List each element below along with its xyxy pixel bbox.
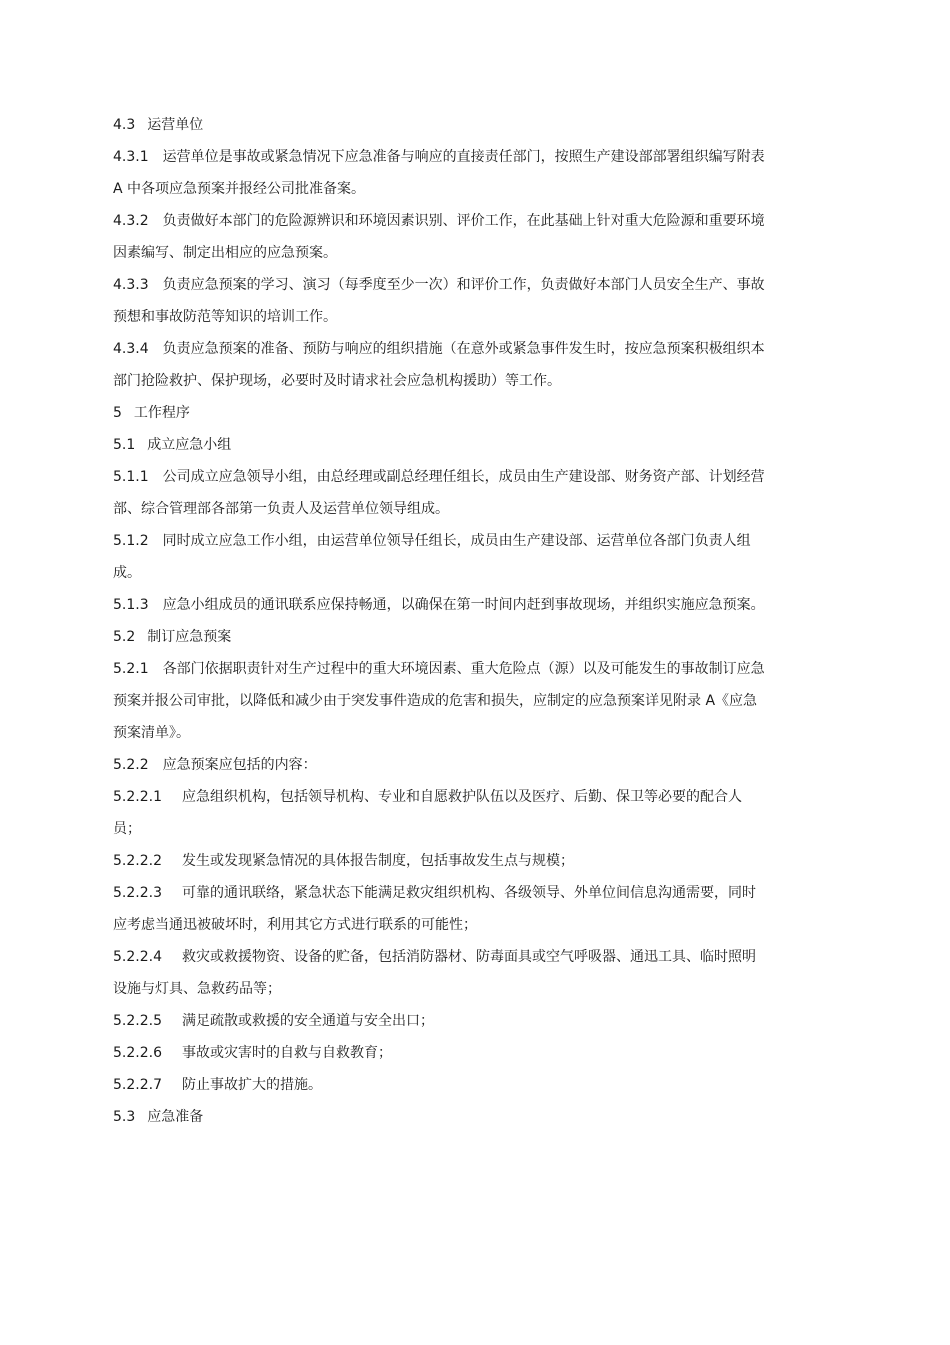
clause-text: 防止事故扩大的措施。: [181, 1077, 322, 1093]
clause-text: 负责应急预案的准备、预防与响应的组织措施（在意外或紧急事件发生时，按应急预案积极组织本部门抢险救护、保护现场，必要时及时请求社会应急机构援助）等工作。: [113, 341, 765, 389]
clause-number: 5.2.2.2: [113, 853, 162, 869]
section-number: 5.3: [113, 1109, 136, 1125]
clause-text: 负责应急预案的学习、演习（每季度至少一次）和评价工作，负责做好本部门人员安全生产、事故预想和事故防范等知识的培训工作。: [113, 277, 765, 325]
clause-5-2-2: [113, 749, 768, 781]
clause-4-3-1: [113, 141, 768, 205]
clause-number: 5.2.2.1: [113, 789, 162, 805]
clause-number: 5.2.2: [113, 757, 149, 773]
clause-number: 5.2.2.7: [113, 1077, 162, 1093]
clause-5-1-1: [113, 461, 768, 525]
clause-5-2-2-4: [113, 941, 768, 1005]
section-heading-5: [113, 397, 768, 429]
clause-5-2-2-5: [113, 1005, 768, 1037]
clause-text: 各部门依据职责针对生产过程中的重大环境因素、重大危险点（源）以及可能发生的事故制订应急预案并报公司审批，以降低和减少由于突发事件造成的危害和损失，应制定的应急预案详见附录 A《应急预案清单》。: [113, 661, 765, 741]
section-title: 成立应急小组: [147, 437, 232, 453]
clause-text: 应急预案应包括的内容：: [162, 757, 317, 773]
clause-text: 满足疏散或救援的安全通道与安全出口；: [181, 1013, 434, 1029]
section-number: 4.3: [113, 117, 136, 133]
clause-text: 负责做好本部门的危险源辨识和环境因素识别、评价工作，在此基础上针对重大危险源和重要环境因素编写、制定出相应的应急预案。: [113, 213, 765, 261]
clause-text: 公司成立应急领导小组，由总经理或副总经理任组长，成员由生产建设部、财务资产部、计划经营部、综合管理部各部第一负责人及运营单位领导组成。: [113, 469, 765, 517]
clause-number: 5.2.2.5: [113, 1013, 162, 1029]
clause-5-1-2: [113, 525, 768, 589]
section-title: 制订应急预案: [147, 629, 232, 645]
clause-number: 5.2.1: [113, 661, 149, 677]
clause-5-2-2-7: [113, 1069, 768, 1101]
clause-4-3-2: [113, 205, 768, 269]
clause-number: 5.2.2.4: [113, 949, 162, 965]
clause-text: 救灾或救援物资、设备的贮备，包括消防器材、防毒面具或空气呼吸器、通迅工具、临时照明设施与灯具、急救药品等；: [113, 949, 756, 997]
section-number: 5.1: [113, 437, 136, 453]
clause-number: 5.1.1: [113, 469, 149, 485]
clause-number: 4.3.2: [113, 213, 149, 229]
section-title: 工作程序: [133, 405, 190, 421]
section-heading-5-3: [113, 1101, 768, 1133]
clause-5-2-2-2: [113, 845, 768, 877]
section-number: 5: [113, 405, 122, 421]
section-title: 应急准备: [147, 1109, 204, 1125]
clause-4-3-3: [113, 269, 768, 333]
clause-text: 同时成立应急工作小组，由运营单位领导任组长，成员由生产建设部、运营单位各部门负责人组成。: [113, 533, 751, 581]
clause-text: 应急组织机构，包括领导机构、专业和自愿救护队伍以及医疗、后勤、保卫等必要的配合人员；: [113, 789, 742, 837]
clause-5-2-1: [113, 653, 768, 749]
section-title: 运营单位: [147, 117, 204, 133]
clause-5-2-2-6: [113, 1037, 768, 1069]
clause-5-2-2-1: [113, 781, 768, 845]
section-heading-5-2: [113, 621, 768, 653]
clause-text: 可靠的通讯联络，紧急状态下能满足救灾组织机构、各级领导、外单位间信息沟通需要，同时应考虑当通迅被破坏时，利用其它方式进行联系的可能性；: [113, 885, 756, 933]
clause-number: 5.2.2.6: [113, 1045, 162, 1061]
clause-number: 4.3.3: [113, 277, 149, 293]
clause-5-1-3: [113, 589, 768, 621]
clause-number: 5.1.3: [113, 597, 149, 613]
clause-text: 事故或灾害时的自救与自救教育；: [181, 1045, 392, 1061]
clause-number: 4.3.1: [113, 149, 149, 165]
clause-number: 4.3.4: [113, 341, 149, 357]
clause-text: 运营单位是事故或紧急情况下应急准备与响应的直接责任部门，按照生产建设部部署组织编写附表 A 中各项应急预案并报经公司批准备案。: [113, 149, 765, 197]
section-heading-4-3: [113, 109, 768, 141]
section-number: 5.2: [113, 629, 136, 645]
clause-number: 5.1.2: [113, 533, 149, 549]
section-heading-5-1: [113, 429, 768, 461]
document-body: [113, 109, 768, 1133]
clause-text: 应急小组成员的通讯联系应保持畅通，以确保在第一时间内赶到事故现场，并组织实施应急预案。: [162, 597, 765, 613]
clause-text: 发生或发现紧急情况的具体报告制度，包括事故发生点与规模；: [181, 853, 574, 869]
clause-number: 5.2.2.3: [113, 885, 162, 901]
clause-4-3-4: [113, 333, 768, 397]
clause-5-2-2-3: [113, 877, 768, 941]
